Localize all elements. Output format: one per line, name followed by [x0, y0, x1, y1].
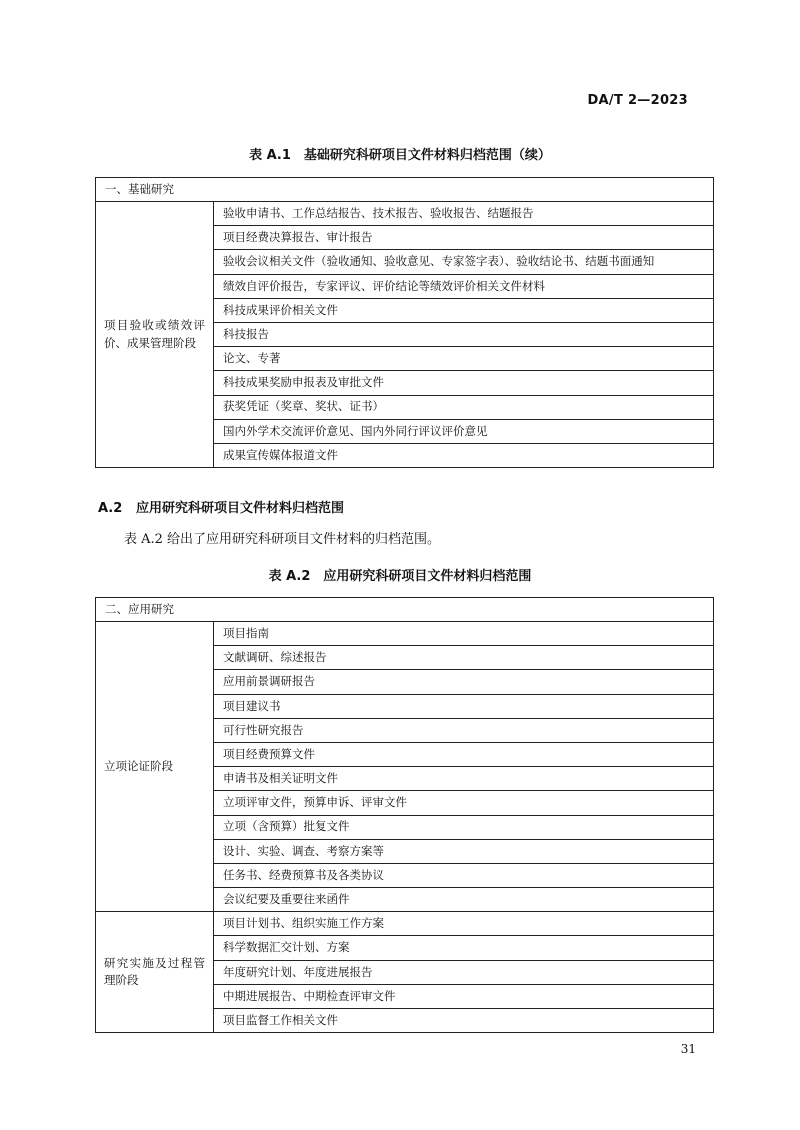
- item-cell: 科学数据汇交计划、方案: [214, 936, 714, 960]
- item-cell: 国内外学术交流评价意见、国内外同行评议评价意见: [214, 419, 714, 443]
- item-cell: 文献调研、综述报告: [214, 646, 714, 670]
- item-cell: 申请书及相关证明文件: [214, 767, 714, 791]
- table-section-row: [96, 598, 714, 622]
- stage-cell: 研究实施及过程管理阶段: [96, 912, 214, 1033]
- item-cell: 年度研究计划、年度进展报告: [214, 960, 714, 984]
- item-cell: 立项（含预算）批复文件: [214, 815, 714, 839]
- item-cell: 项目建议书: [214, 694, 714, 718]
- item-cell: 验收会议相关文件（验收通知、验收意见、专家签字表）、验收结论书、结题书面通知: [214, 250, 714, 274]
- section-label: 一、基础研究: [96, 178, 714, 202]
- item-cell: 任务书、经费预算书及各类协议: [214, 863, 714, 887]
- section-label: 二、应用研究: [96, 598, 714, 622]
- table-row: [96, 622, 714, 646]
- section-a2-number: A.2: [98, 501, 123, 516]
- table-row: [96, 912, 714, 936]
- table-a1: [95, 177, 714, 468]
- item-cell: 可行性研究报告: [214, 718, 714, 742]
- table-a2: [95, 597, 714, 1033]
- table-a2-caption: 表 A.2 应用研究科研项目文件材料归档范围: [268, 569, 532, 584]
- item-cell: 中期进展报告、中期检查评审文件: [214, 984, 714, 1008]
- table-section-row: [96, 178, 714, 202]
- table-a1-caption: 表 A.1 基础研究科研项目文件材料归档范围（续）: [249, 148, 551, 163]
- table-row: [96, 202, 714, 226]
- item-cell: 立项评审文件，预算申诉、评审文件: [214, 791, 714, 815]
- item-cell: 项目指南: [214, 622, 714, 646]
- item-cell: 会议纪要及重要往来函件: [214, 888, 714, 912]
- section-a2-title: 应用研究科研项目文件材料归档范围: [136, 501, 345, 516]
- section-a2-heading: [98, 497, 344, 516]
- item-cell: 论文、专著: [214, 347, 714, 371]
- item-cell: 科技成果评价相关文件: [214, 298, 714, 322]
- item-cell: 绩效自评价报告，专家评议、评价结论等绩效评价相关文件材料: [214, 274, 714, 298]
- item-cell: 项目监督工作相关文件: [214, 1009, 714, 1033]
- item-cell: 验收申请书、工作总结报告、技术报告、验收报告、结题报告: [214, 202, 714, 226]
- stage-cell: 立项论证阶段: [96, 622, 214, 912]
- item-cell: 项目经费预算文件: [214, 742, 714, 766]
- item-cell: 设计、实验、调查、考察方案等: [214, 839, 714, 863]
- item-cell: 科技报告: [214, 322, 714, 346]
- item-cell: 项目计划书、组织实施工作方案: [214, 912, 714, 936]
- item-cell: 项目经费决算报告、审计报告: [214, 226, 714, 250]
- page-number: 31: [680, 1042, 696, 1056]
- stage-cell: 项目验收或绩效评价、成果管理阶段: [96, 202, 214, 468]
- item-cell: 获奖凭证（奖章、奖状、证书）: [214, 395, 714, 419]
- item-cell: 成果宣传媒体报道文件: [214, 443, 714, 467]
- section-a2-paragraph: 表 A.2 给出了应用研究科研项目文件材料的归档范围。: [124, 532, 441, 547]
- item-cell: 应用前景调研报告: [214, 670, 714, 694]
- item-cell: 科技成果奖励申报表及审批文件: [214, 371, 714, 395]
- standard-code: DA/T 2—2023: [587, 93, 688, 108]
